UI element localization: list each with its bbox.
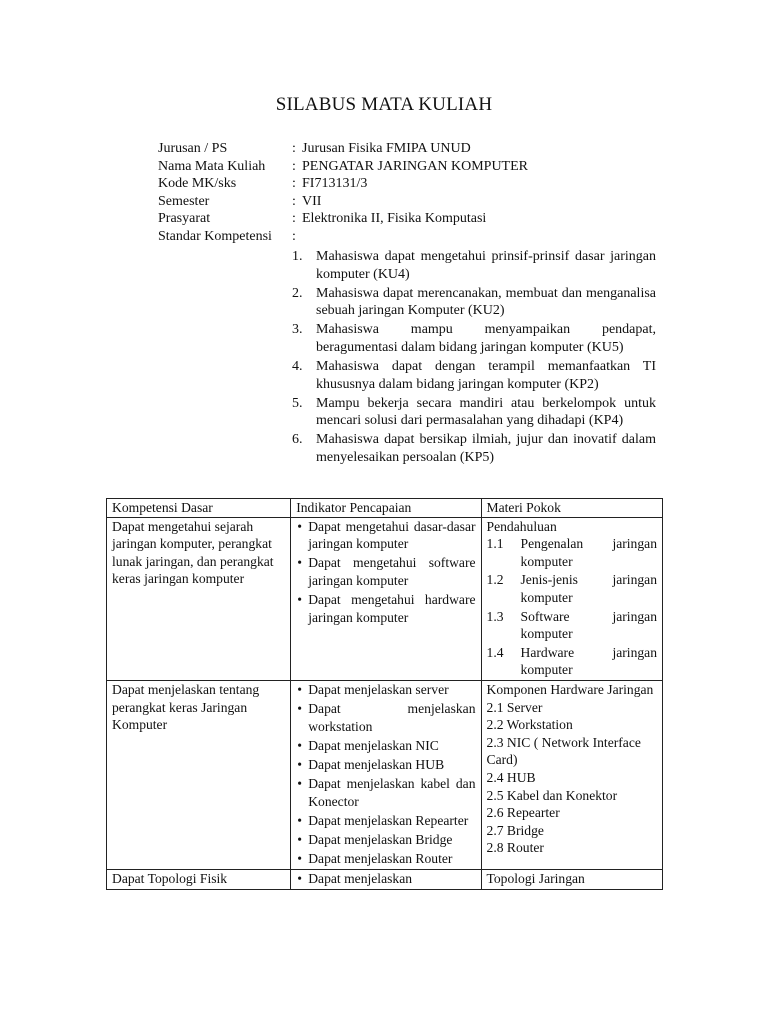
- table-row: [107, 869, 663, 889]
- syllabus-table: [106, 498, 663, 890]
- indikator-list: [296, 518, 475, 627]
- kompetensi-number: 1.: [292, 249, 303, 264]
- kompetensi-text: Mahasiswa dapat bersikap ilmiah, jujur dan inovatif dalam menyelesaikan persoalan (KP5): [316, 432, 656, 466]
- materi-item: [487, 571, 657, 606]
- info-row: [158, 175, 658, 193]
- indikator-cell: [291, 680, 481, 869]
- materi-number: 1.4: [486, 644, 504, 660]
- materi-item: 2.7 Bridge: [486, 822, 544, 838]
- kompetensi-number: 6.: [292, 432, 303, 448]
- materi-title: Pendahuluan: [486, 518, 557, 534]
- header-indikator-pencapaian: Indikator Pencapaian: [291, 499, 481, 518]
- document-title: SILABUS MATA KULIAH: [275, 94, 493, 115]
- info-label: Prasyarat: [158, 211, 211, 227]
- materi-number: 1.2: [486, 572, 504, 588]
- kompetensi-dasar-cell: Dapat mengetahui sejarah jaringan komputer, perangkat lunak jaringan, dan perangkat keras jaringan komputer: [107, 517, 291, 680]
- materi-cell: [481, 517, 662, 680]
- table-row: [107, 517, 663, 680]
- indikator-list: [296, 870, 475, 888]
- info-value: Elektronika II, Fisika Komputasi: [302, 211, 487, 227]
- info-separator: :: [292, 211, 296, 227]
- info-label: Semester: [158, 193, 210, 209]
- header-kompetensi-dasar: Kompetensi Dasar: [107, 499, 291, 518]
- materi-item: 2.4 HUB: [486, 769, 536, 785]
- table-row: [107, 680, 663, 869]
- info-value: PENGATAR JARINGAN KOMPUTER: [302, 158, 529, 174]
- indikator-cell: [291, 517, 481, 680]
- info-separator: :: [292, 158, 296, 174]
- materi-cell: [481, 869, 662, 889]
- materi-item: 2.5 Kabel dan Konektor: [486, 787, 618, 803]
- info-value: VII: [302, 193, 322, 209]
- indikator-item: • Dapat mengetahui dasar-dasar jaringan komputer: [296, 518, 475, 553]
- kompetensi-item: [292, 358, 656, 393]
- materi-item: 2.2 Workstation: [486, 717, 573, 733]
- kompetensi-number: 2.: [292, 285, 303, 301]
- info-separator: :: [292, 176, 296, 192]
- materi-item: 2.1 Server: [486, 699, 543, 715]
- info-value: [302, 228, 658, 246]
- materi-item: 2.3 NIC ( Network Interface Card): [486, 734, 641, 768]
- course-info: [158, 140, 658, 246]
- info-row: [158, 158, 658, 176]
- indikator-list: [296, 681, 475, 867]
- info-separator: :: [292, 141, 296, 156]
- materi-item: [487, 535, 657, 570]
- kompetensi-text: Mahasiswa dapat merencanakan, membuat dan menganalisa sebuah jaringan Komputer (KU2): [316, 285, 656, 319]
- info-separator: :: [292, 228, 296, 244]
- kompetensi-item: [292, 395, 656, 430]
- standar-kompetensi-list: [292, 248, 656, 468]
- kompetensi-item: [292, 248, 656, 283]
- materi-number: 1.3: [486, 608, 504, 624]
- kompetensi-number: 4.: [292, 359, 303, 375]
- materi-item: [487, 644, 657, 679]
- indikator-item: • Dapat menjelaskan kabel dan Konector: [296, 775, 475, 810]
- info-row: [158, 210, 658, 228]
- materi-text: Hardware jaringan komputer: [520, 644, 657, 678]
- indikator-cell: [291, 869, 481, 889]
- header-materi-pokok: Materi Pokok: [481, 499, 662, 518]
- info-value: FI713131/3: [302, 176, 368, 192]
- materi-text: Jenis-jenis jaringan komputer: [520, 572, 657, 605]
- info-row: [158, 193, 658, 211]
- kompetensi-item: [292, 431, 656, 466]
- materi-cell: [481, 680, 662, 869]
- kompetensi-item: [292, 285, 656, 320]
- indikator-item: • Dapat menjelaskan Router: [296, 850, 475, 868]
- info-row: [158, 228, 658, 246]
- kompetensi-number: 3.: [292, 322, 303, 338]
- materi-item: [487, 608, 657, 643]
- info-value: Jurusan Fisika FMIPA UNUD: [302, 141, 471, 156]
- kompetensi-item: [292, 321, 656, 356]
- kompetensi-text: Mampu bekerja secara mandiri atau berkelompok untuk mencari solusi dari permasalahan yang dihadapi (KP4): [316, 395, 656, 429]
- materi-item: 2.6 Repearter: [486, 805, 560, 821]
- indikator-item: • Dapat menjelaskan: [296, 870, 475, 888]
- kompetensi-dasar-cell: Dapat menjelaskan tentang perangkat keras Jaringan Komputer: [107, 680, 291, 869]
- kompetensi-text: Mahasiswa dapat mengetahui prinsif-prinsif dasar jaringan komputer (KU4): [316, 249, 656, 282]
- info-row: [158, 140, 658, 158]
- info-label: Standar Kompetensi: [158, 228, 272, 244]
- indikator-item: • Dapat menjelaskan HUB: [296, 756, 475, 774]
- indikator-item: • Dapat menjelaskan Bridge: [296, 831, 475, 849]
- table-header-row: [107, 499, 663, 518]
- indikator-item: • Dapat menjelaskan NIC: [296, 737, 475, 755]
- materi-item: 2.8 Router: [486, 840, 544, 856]
- info-separator: :: [292, 193, 296, 209]
- materi-title: Topologi Jaringan: [486, 870, 585, 886]
- indikator-item: • Dapat menjelaskan Repearter: [296, 812, 475, 830]
- info-label: Jurusan / PS: [158, 141, 228, 156]
- kompetensi-number: 5.: [292, 395, 303, 411]
- kompetensi-text: Mahasiswa mampu menyampaikan pendapat, beragumentasi dalam bidang jaringan komputer (KU5): [316, 322, 656, 355]
- kompetensi-dasar-cell: Dapat Topologi Fisik: [107, 869, 291, 889]
- materi-number: 1.1: [486, 536, 504, 552]
- indikator-item: • Dapat mengetahui hardware jaringan komputer: [296, 591, 475, 626]
- materi-title: Komponen Hardware Jaringan: [486, 681, 654, 697]
- info-label: Nama Mata Kuliah: [158, 158, 266, 174]
- indikator-item: • Dapat mengetahui software jaringan komputer: [296, 554, 475, 589]
- indikator-item: • Dapat menjelaskan server: [296, 681, 475, 699]
- materi-text: Pengenalan jaringan komputer: [520, 536, 657, 569]
- info-label: Kode MK/sks: [158, 176, 237, 192]
- indikator-item: • Dapat menjelaskan workstation: [296, 700, 475, 735]
- kompetensi-text: Mahasiswa dapat dengan terampil memanfaatkan TI khususnya dalam bidang jaringan komputer (KP2): [316, 359, 656, 392]
- materi-list: [487, 535, 657, 679]
- materi-text: Software jaringan komputer: [520, 608, 657, 642]
